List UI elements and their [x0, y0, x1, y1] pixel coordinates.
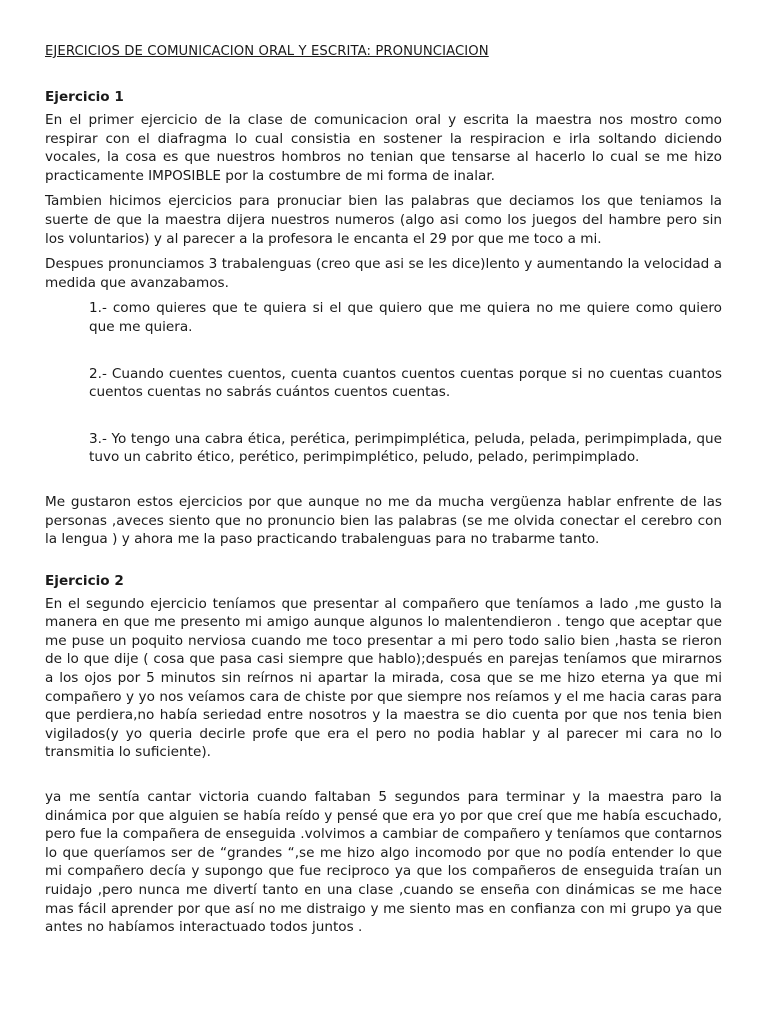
section-heading-ejercicio-1: Ejercicio 1 [45, 89, 124, 105]
document-title: EJERCICIOS DE COMUNICACION ORAL Y ESCRITA: PRONUNCIACION [45, 44, 489, 59]
paragraph: Me gustaron estos ejercicios por que aunque no me da mucha vergüenza hablar enfrente de las personas ,aveces siento que no pronuncio bien las palabras (se me olvida conectar el cerebro con la lengua ) y ahora me la paso practicando trabalenguas para no trabarme tanto. [45, 493, 722, 548]
list-item: 1.- como quieres que te quiera si el que quiero que me quiera no me quiere como quiero que me quiera. [89, 300, 722, 335]
list-item: 2.- Cuando cuentes cuentos, cuenta cuantos cuentos cuentas porque si no cuentas cuantos cuentos cuentas no sabrás cuántos cuentos cuentas. [89, 365, 722, 401]
section-heading-ejercicio-2: Ejercicio 2 [45, 572, 124, 589]
paragraph: Tambien hicimos ejercicios para pronuciar bien las palabras que deciamos los que teniamos la suerte de que la maestra dijera nuestros numeros (algo asi como los juegos del hambre pero sin los voluntarios) y al parecer a la profesora le encanta el 29 por que me toco a mi. [45, 193, 722, 247]
paragraph: Despues pronunciamos 3 trabalenguas (creo que asi se les dice)lento y aumentando la velocidad a medida que avanzabamos. [45, 256, 722, 291]
paragraph: En el primer ejercicio de la clase de comunicacion oral y escrita la maestra nos mostro como respirar con el diafragma lo cual consistia en sostener la respiracion e irla soltando diciendo vocales, la cosa es que nuestros hombros no tenian que tensarse al hacerlo lo cual se me hizo practicamente IMPOSIBLE por la costumbre de mi forma de inalar. [45, 112, 722, 184]
paragraph: ya me sentía cantar victoria cuando faltaban 5 segundos para terminar y la maestra paro la dinámica por que alguien se había reído y pensé que era yo por que creí que me había escuchado, pero fue la compañera de enseguida .volvimos a cambiar de compañero y teníamos que contarnos lo que queríamos ser de “grandes “,se me hizo algo incomodo por que no podía entender lo que mi compañero decía y supongo que fue reciproco ya que los compañeros de enseguida traían un ruidajo ,pero nunca me divertí tanto en una clase ,cuando se enseña con dinámicas se me hace mas fácil aprender por que así no me distraigo y me siento mas en confianza con mi grupo ya que antes no habíamos interactuado todos juntos . [45, 789, 722, 936]
paragraph: En el segundo ejercicio teníamos que presentar al compañero que teníamos a lado ,me gusto la manera en que me presento mi amigo aunque algunos lo malentendieron . tengo que aceptar que me puse un poquito nerviosa cuando me toco presentar a mi pero todo salio bien ,hasta se rieron de lo que dije ( cosa que pasa casi siempre que hablo);después en parejas teníamos que mirarnos a los ojos por 5 minutos sin reírnos ni apartar la mirada, cosa que se me hizo eterna ya que mi compañero y yo nos veíamos cara de chiste por que siempre nos reíamos y el me hacia caras para que perdiera,no había seriedad entre nosotros y la maestra se dio cuenta por que nos tenia bien vigilados(y yo queria decirle profe que era el pero no podia hablar y al parecer mi cara no lo transmitia lo suficiente). [45, 595, 722, 761]
list-item: 3.- Yo tengo una cabra ética, perética, perimpimplética, peluda, pelada, perimpimplada, que tuvo un cabrito ético, perético, perimpimplético, peludo, pelado, perimpimplado. [89, 430, 722, 466]
tongue-twister-list [89, 299, 722, 467]
